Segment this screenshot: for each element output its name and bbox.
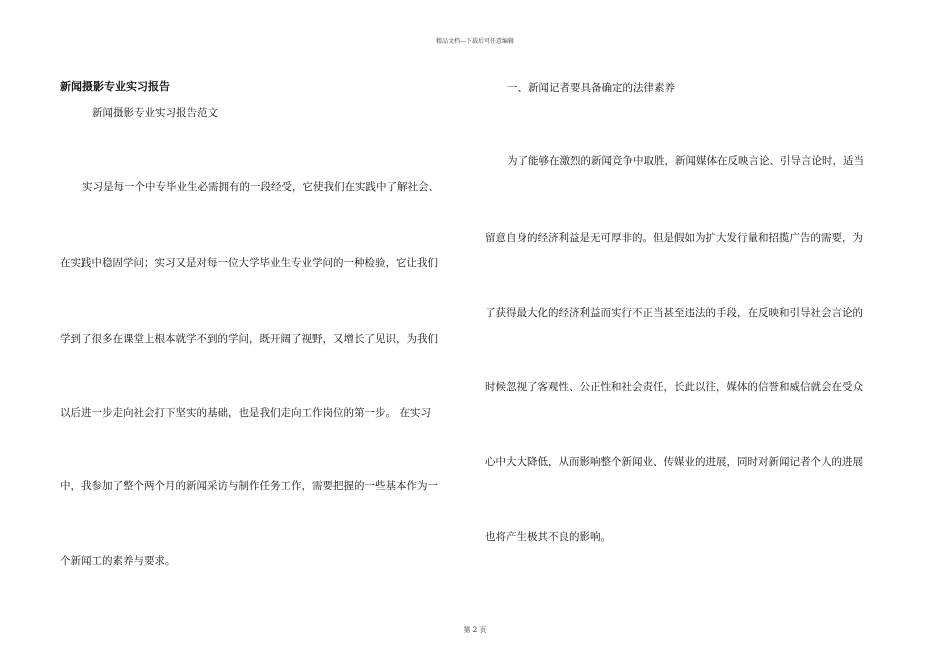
paragraph-line: 也将产生极其不良的影响。 [485, 531, 611, 543]
paragraph-line: 学到了很多在课堂上根本就学不到的学问，既开阔了视野，又增长了见识，为我们 [60, 333, 438, 345]
section-heading: 一、新闻记者要具备确定的法律素养 [507, 82, 675, 94]
paragraph-line: 中，我参加了整个两个月的新闻采访与制作任务工作，需要把握的一些基本作为一 [60, 480, 438, 492]
page-header: 精品文档---下载后可任意编辑 [435, 38, 515, 45]
paragraph-line: 以后进一步走向社会打下坚实的基础，也是我们走向工作岗位的第一步。 在实习 [60, 407, 431, 419]
document-subtitle: 新闻摄影专业实习报告范文 [92, 107, 218, 119]
paragraph-line: 留意自身的经济利益是无可厚非的。但是假如为扩大发行量和招揽广告的需要，为 [485, 232, 863, 244]
paragraph-line: 时候忽视了客观性、公正性和社会责任，长此以往，媒体的信誉和威信就会在受众 [485, 381, 863, 393]
paragraph-line: 个新闻工的素养与要求。 [60, 555, 176, 567]
paragraph-line: 实习是每一个中专毕业生必需拥有的一段经受，它使我们在实践中了解社会、 [82, 181, 439, 193]
paragraph-line: 在实践中稳固学问；实习又是对每一位大学毕业生专业学问的一种检验，它让我们 [60, 257, 438, 269]
document-title: 新闻摄影专业实习报告 [60, 80, 170, 93]
paragraph-line: 为了能够在激烈的新闻竞争中取胜，新闻媒体在反映言论、引导言论时，适当 [507, 155, 864, 167]
paragraph-line: 心中大大降低，从而影响整个新闻业、传媒业的进展，同时对新闻记者个人的进展 [485, 456, 863, 468]
paragraph-line: 了获得最大化的经济利益而实行不正当甚至违法的手段，在反映和引导社会言论的 [485, 307, 863, 319]
page-number: 第 2 页 [463, 626, 487, 634]
